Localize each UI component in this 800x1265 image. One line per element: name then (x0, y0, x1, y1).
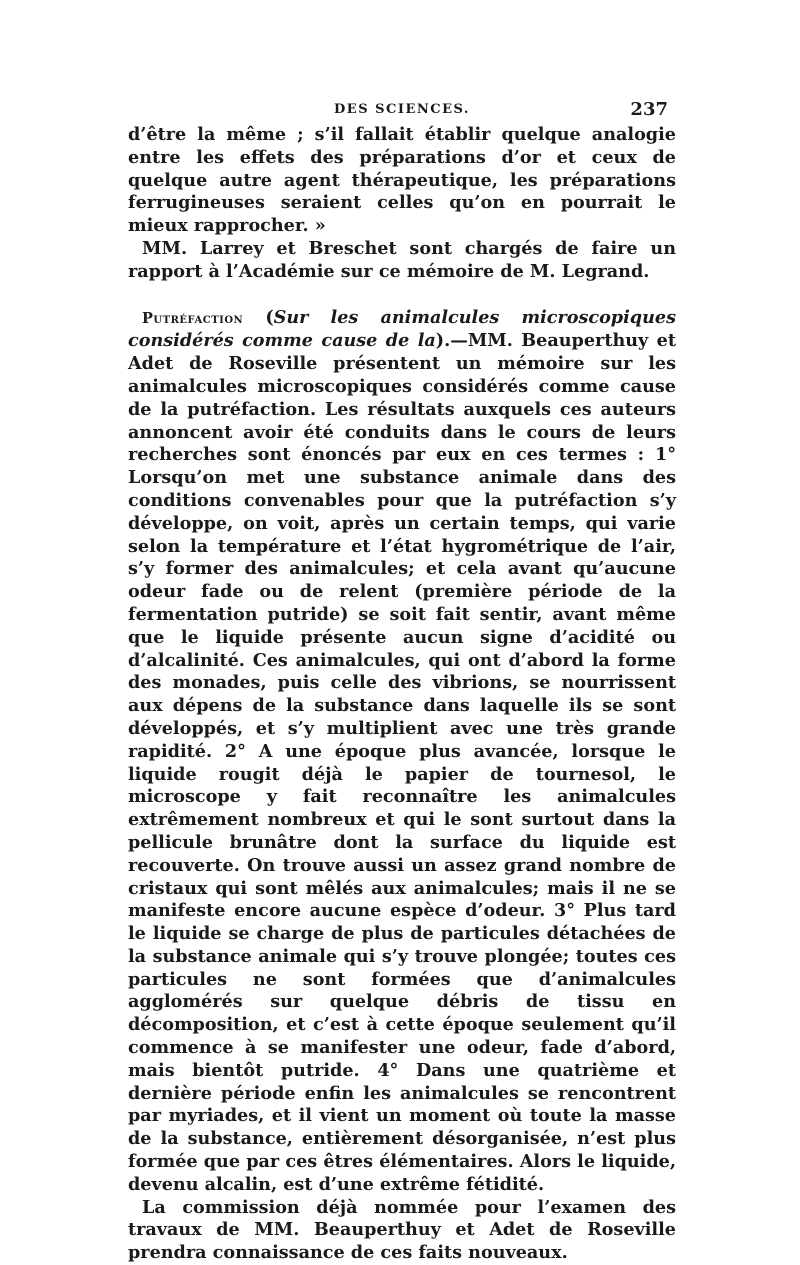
section-body: ).—MM. Beauperthuy et Adet de Roseville présentent un mémoire sur les animalcules microscopiques considérés comme cause de la putréfaction. Les résultats auxquels ces auteurs annoncent avoir été conduits dans le cours de leurs recherches sont énoncés par eux en ces termes : 1° Lorsqu’on met une substance animale dans des conditions convenables pour que la putréfaction s’y développe, on voit, après un certain temps, qui varie selon la température et l’état hygrométrique de l’air, s’y former des animalcules; et cela avant qu’aucune odeur fade ou de relent (première période de la fermentation putride) se soit fait sentir, avant même que le liquide présente aucun signe d’acidité ou d’alcalinité. Ces animalcules, qui ont d’abord la forme des monades, puis celle des vibrions, se nourrissent aux dépens de la substance dans laquelle ils se sont développés, et s’y multiplient avec une très grande rapidité. 2° A une époque plus avancée, lorsque le liquide rougit déjà le papier de tournesol, le microscope y fait reconnaître les animalcules extrêmement nombreux et qui le sont surtout dans la pellicule brunâtre dont la surface du liquide est recouverte. On trouve aussi un assez grand nombre de cristaux qui sont mêlés aux animalcules; mais il ne se manifeste encore aucune espèce d’odeur. 3° Plus tard le liquide se charge de plus de particules détachées de la substance animale qui s’y trouve plongée; toutes ces particules ne sont formées que d’animalcules agglomérés sur quelque débris de tissu en décomposition, et c’est à cette époque seulement qu’il commence à se manifester une odeur, fade d’abord, mais bientôt putride. 4° Dans une quatrième et dernière période enfin les animalcules se rencontrent par myriades, et il vient un moment où toute la masse de la substance, entièrement désorganisée, n’est plus formée que par ces êtres élémentaires. Alors le liquide, devenu alcalin, est d’une extrême fétidité. (128, 330, 676, 1195)
page-number: 237 (630, 99, 668, 120)
paragraph-putrefaction (128, 307, 676, 1197)
paragraph-rapport: MM. Larrey et Breschet sont chargés de faire un rapport à l’Académie sur ce mémoire de M. Legrand. (128, 237, 676, 282)
paragraph-commission: La commission déjà nommée pour l’examen des travaux de MM. Beauperthuy et Adet de Roseville prendra connaissance de ces faits nouveaux. (128, 1196, 676, 1264)
body-text (128, 124, 676, 1265)
section-heading: Putréfaction (142, 309, 244, 327)
running-header (128, 98, 676, 122)
running-title: DES SCIENCES. (334, 102, 470, 117)
section-italic-title: Sur les animalcules microscopiques considérés comme cause de la (128, 306, 676, 352)
open-paren: ( (243, 306, 274, 328)
paragraph-continuation: d’être la même ; s’il fallait établir quelque analogie entre les effets des préparations d’or et ceux de quelque autre agent thérapeutique, les préparations ferrugineuses seraient celles qu’on en pourrait le mieux rapprocher. » (128, 124, 676, 237)
